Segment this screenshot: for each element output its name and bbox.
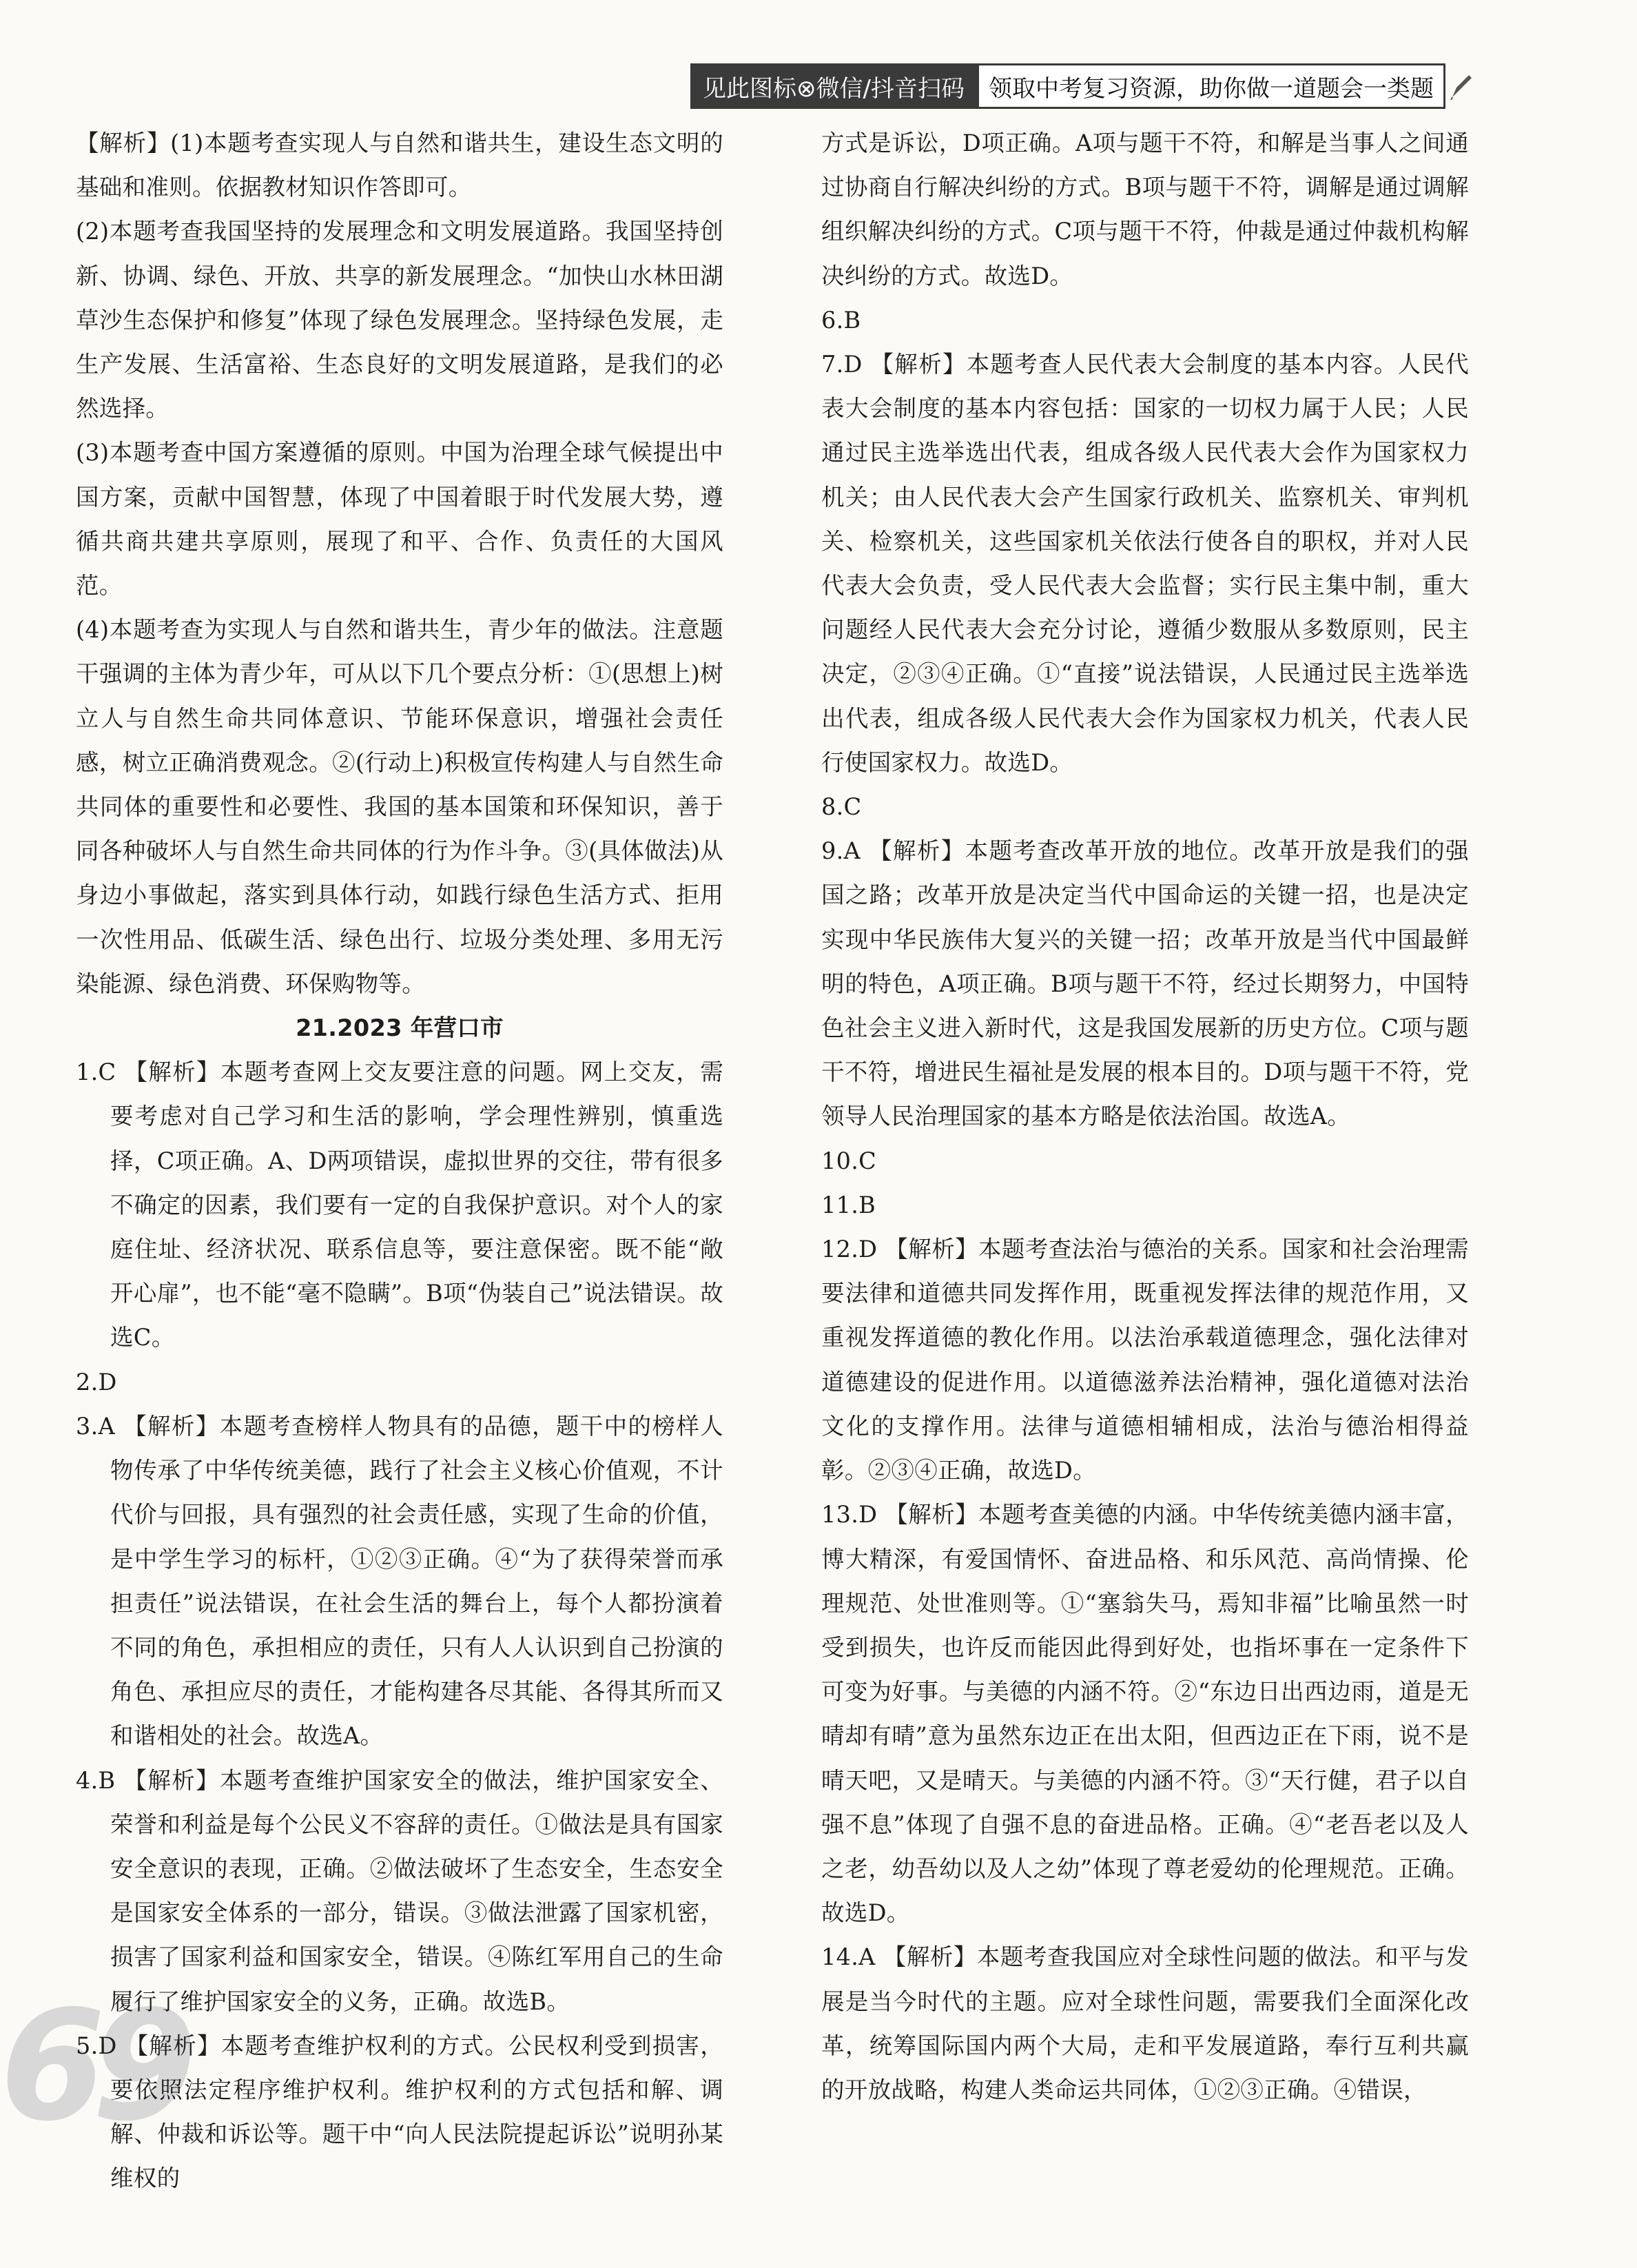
answer-item-10: 10.C xyxy=(821,1147,877,1174)
answer-item-5: 5.D 【解析】本题考查维护权利的方式。公民权利受到损害，要依照法定程序维护权利。维护权利的方式包括和解、调解、仲裁和诉讼等。题干中“向人民法院提起诉讼”说明孙某维权的 xyxy=(76,2032,723,2192)
answer-paragraph-1: 【解析】(1)本题考查实现人与自然和谐共生，建设生态文明的基础和准则。依据教材知识作答即可。 xyxy=(76,130,723,201)
banner-resource-label: 领取中考复习资源，助你做一道题会一类题 xyxy=(977,63,1445,109)
pen-icon xyxy=(1450,63,1473,109)
right-column xyxy=(821,121,1469,2112)
answer-item-12: 12.D 【解析】本题考查法治与德治的关系。国家和社会治理需要法律和道德共同发挥作用，既重视发挥法律的规范作用，又重视发挥道德的教化作用。以法治承载道德理念，强化法律对道德建设的促进作用。以道德滋养法治精神，强化道德对法治文化的支撑作用。法律与道德相辅相成，法治与德治相得益彰。②③④正确，故选D。 xyxy=(821,1236,1469,1484)
answer-item-1: 1.C 【解析】本题考查网上交友要注意的问题。网上交友，需要考虑对自己学习和生活的影响，学会理性辨别，慎重选择，C项正确。A、D两项错误，虚拟世界的交往，带有很多不确定的因素，我们要有一定的自我保护意识。对个人的家庭住址、经济状况、联系信息等，要注意保密。既不能“敞开心扉”，也不能“毫不隐瞒”。B项“伪装自己”说法错误。故选C。 xyxy=(76,1059,723,1351)
answer-item-14: 14.A 【解析】本题考查我国应对全球性问题的做法。和平与发展是当今时代的主题。应对全球性问题，需要我们全面深化改革，统筹国际国内两个大局，走和平发展道路，奉行互利共赢的开放战略，构建人类命运共同体，①②③正确。④错误， xyxy=(821,1943,1469,2103)
left-column xyxy=(76,121,723,2201)
answer-item-7: 7.D 【解析】本题考查人民代表大会制度的基本内容。人民代表大会制度的基本内容包括：国家的一切权力属于人民；人民通过民主选举选出代表，组成各级人民代表大会作为国家权力机关；由人民代表大会产生国家行政机关、监察机关、审判机关、检察机关，这些国家机关依法行使各自的职权，并对人民代表大会负责，受人民代表大会监督；实行民主集中制，重大问题经人民代表大会充分讨论，遵循少数服从多数原则，民主决定，②③④正确。①“直接”说法错误，人民通过民主选举选出代表，组成各级人民代表大会作为国家权力机关，代表人民行使国家权力。故选D。 xyxy=(821,351,1469,776)
answer-item-13: 13.D 【解析】本题考查美德的内涵。中华传统美德内涵丰富，博大精深，有爱国情怀、奋进品格、和乐风范、高尚情操、伦理规范、处世准则等。①“塞翁失马，焉知非福”比喻虽然一时受到损失，也许反而能因此得到好处，也指坏事在一定条件下可变为好事。与美德的内涵不符。②“东边日出西边雨，道是无晴却有晴”意为虽然东边正在出太阳，但西边正在下雨，说不是晴天吧，又是晴天。与美德的内涵不符。③“天行健，君子以自强不息”体现了自强不息的奋进品格。正确。④“老吾老以及人之老，幼吾幼以及人之幼”体现了尊老爱幼的伦理规范。正确。故选D。 xyxy=(821,1501,1469,1927)
banner-scan-label: 见此图标⊗微信/抖音扫码 xyxy=(690,63,977,109)
answer-item-8: 8.C xyxy=(821,793,862,821)
answer-item-11: 11.B xyxy=(821,1191,876,1218)
promo-banner[interactable] xyxy=(690,63,1462,109)
section-title: 21.2023 年营口市 xyxy=(296,1014,504,1042)
answer-item-9: 9.A 【解析】本题考查改革开放的地位。改革开放是我们的强国之路；改革开放是决定当代中国命运的关键一招，也是决定实现中华民族伟大复兴的关键一招；改革开放是当代中国最鲜明的特色，A项正确。B项与题干不符，经过长期努力，中国特色社会主义进入新时代，这是我国发展新的历史方位。C项与题干不符，增进民生福祉是发展的根本目的。D项与题干不符，党领导人民治理国家的基本方略是依法治国。故选A。 xyxy=(821,837,1469,1130)
answer-item-3: 3.A 【解析】本题考查榜样人物具有的品德，题干中的榜样人物传承了中华传统美德，践行了社会主义核心价值观，不计代价与回报，具有强烈的社会责任感，实现了生命的价值，是中学生学习的标杆，①②③正确。④“为了获得荣誉而承担责任”说法错误，在社会生活的舞台上，每个人都扮演着不同的角色，承担相应的责任，只有人人认识到自己扮演的角色、承担应尽的责任，才能构建各尽其能、各得其所而又和谐相处的社会。故选A。 xyxy=(76,1412,723,1750)
answer-paragraph-3: (3)本题考查中国方案遵循的原则。中国为治理全球气候提出中国方案，贡献中国智慧，体现了中国着眼于时代发展大势，遵循共商共建共享原则，展现了和平、合作、负责任的大国风范。 xyxy=(76,439,723,600)
answer-item-4: 4.B 【解析】本题考查维护国家安全的做法，维护国家安全、荣誉和利益是每个公民义不容辞的责任。①做法是具有国家安全意识的表现，正确。②做法破坏了生态安全，生态安全是国家安全体系的一部分，错误。③做法泄露了国家机密，损害了国家利益和国家安全，错误。④陈红军用自己的生命履行了维护国家安全的义务，正确。故选B。 xyxy=(76,1766,723,2015)
page-number-watermark: 69 xyxy=(0,1978,184,2154)
answer-paragraph-2: (2)本题考查我国坚持的发展理念和文明发展道路。我国坚持创新、协调、绿色、开放、共享的新发展理念。“加快山水林田湖草沙生态保护和修复”体现了绿色发展理念。坚持绿色发展，走生产发展、生活富裕、生态良好的文明发展道路，是我们的必然选择。 xyxy=(76,218,723,422)
answer-item-6: 6.B xyxy=(821,306,861,334)
answer-item-5-continued: 方式是诉讼，D项正确。A项与题干不符，和解是当事人之间通过协商自行解决纠纷的方式。B项与题干不符，调解是通过调解组织解决纠纷的方式。C项与题干不符，仲裁是通过仲裁机构解决纠纷的方式。故选D。 xyxy=(821,130,1469,289)
answer-item-2: 2.D xyxy=(76,1368,117,1396)
answer-paragraph-4: (4)本题考查为实现人与自然和谐共生，青少年的做法。注意题干强调的主体为青少年，可从以下几个要点分析：①(思想上)树立人与自然生命共同体意识、节能环保意识，增强社会责任感，树立正确消费观念。②(行动上)积极宣传构建人与自然生命共同体的重要性和必要性、我国的基本国策和环保知识，善于同各种破坏人与自然生命共同体的行为作斗争。③(具体做法)从身边小事做起，落实到具体行动，如践行绿色生活方式、拒用一次性用品、低碳生活、绿色出行、垃圾分类处理、多用无污染能源、绿色消费、环保购物等。 xyxy=(76,616,723,997)
